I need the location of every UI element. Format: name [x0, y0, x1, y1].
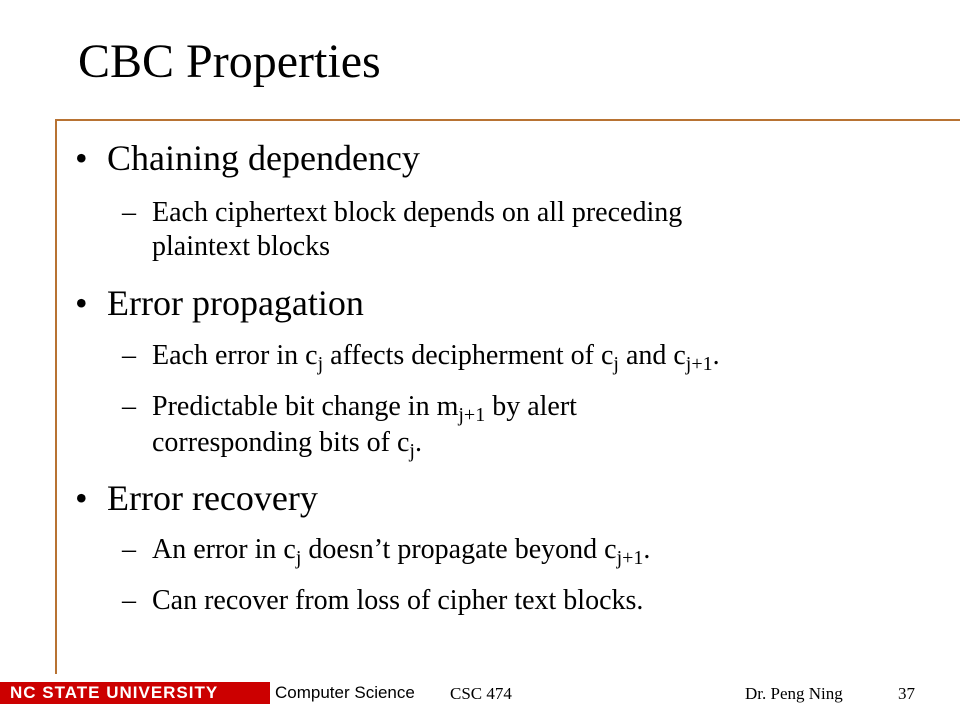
university-logo-bar	[0, 682, 270, 704]
footer-author: Dr. Peng Ning	[745, 684, 843, 703]
bullet-error-recovery	[75, 480, 318, 516]
bullet-text: Chaining dependency	[107, 138, 420, 178]
dash-glyph: –	[122, 197, 136, 228]
dash-glyph: –	[122, 534, 136, 565]
bullet-chaining-dependency	[75, 140, 420, 176]
sub-item-text: Each ciphertext block depends on all preceding	[152, 197, 683, 228]
bullet-glyph: •	[75, 283, 88, 323]
frame-left-rule	[55, 119, 57, 674]
slide-title: CBC Properties	[78, 35, 381, 88]
page-number: 37	[898, 684, 915, 703]
bullet-glyph: •	[75, 138, 88, 178]
sub-item-text: plaintext blocks	[152, 231, 331, 262]
bullet-error-propagation	[75, 285, 364, 321]
university-name: NC STATE UNIVERSITY	[10, 683, 219, 702]
dash-glyph: –	[122, 340, 136, 371]
footer-department: Computer Science	[275, 683, 415, 702]
sub-item-text: An error in $c_j$ doesn’t propagate beyond $c_{j+1}$.	[152, 534, 651, 569]
dash-glyph: –	[122, 391, 136, 422]
frame-top-rule	[55, 119, 960, 121]
dash-glyph: –	[122, 585, 136, 616]
footer-course: CSC 474	[450, 684, 512, 703]
sub-item-text: corresponding bits of $c_j$.	[152, 427, 422, 462]
sub-item-text: Can recover from loss of cipher text blocks.	[152, 585, 644, 616]
sub-item-text: Predictable bit change in $m_{j+1}$ by alert	[152, 391, 577, 426]
sub-item-text: Each error in $c_j$ affects decipherment of $c_j$ and $c_{j+1}$.	[152, 340, 720, 375]
bullet-glyph: •	[75, 478, 88, 518]
bullet-text: Error propagation	[107, 283, 364, 323]
bullet-text: Error recovery	[107, 478, 318, 518]
